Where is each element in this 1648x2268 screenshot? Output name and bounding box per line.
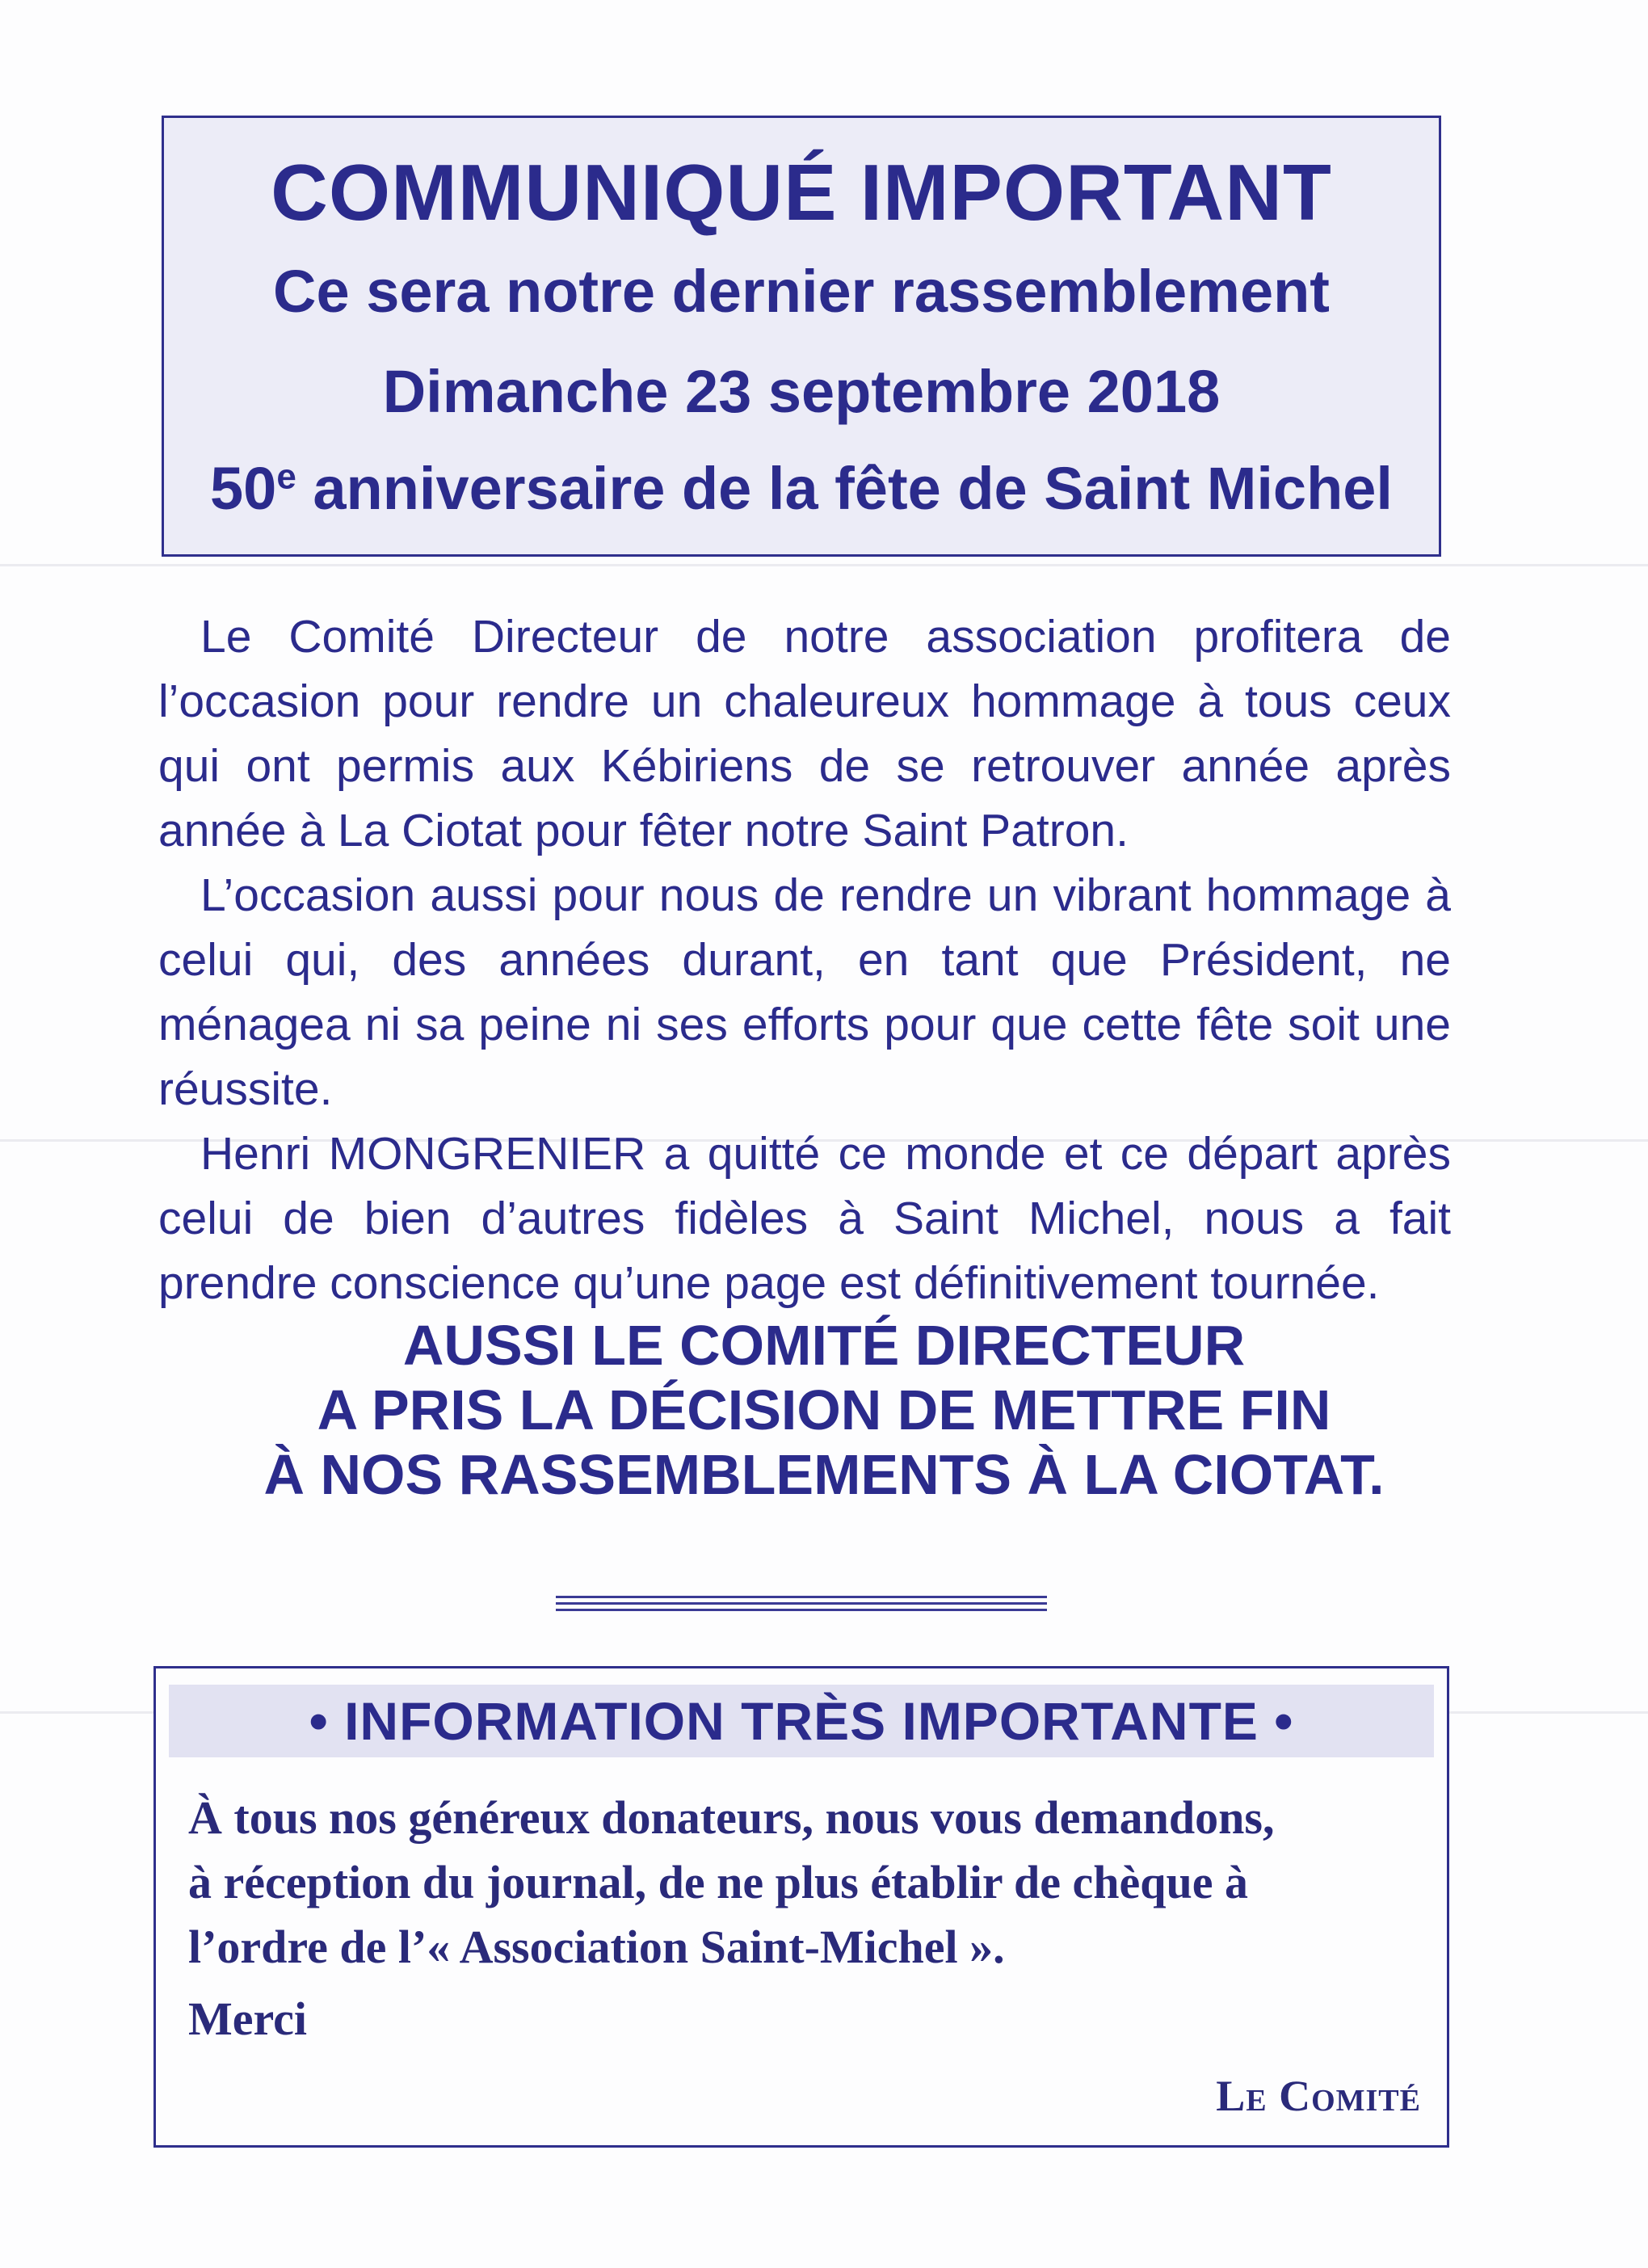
paragraph-2: L’occasion aussi pour nous de rendre un vibrant hommage à celui qui, des années durant, en tant que Président, ne ménagea ni sa peine ni ses efforts pour que cette fête soit une réussite. [158,869,1451,1115]
decision-line-2: A PRIS LA DÉCISION DE METTRE FIN [317,1378,1331,1441]
information-box [153,1666,1449,2148]
information-text [188,1786,1416,1980]
announcement-date: Dimanche 23 septembre 2018 [382,358,1221,425]
body-text [158,604,1451,1315]
announcement-box [162,116,1441,557]
information-heading: • INFORMATION TRÈS IMPORTANTE • [169,1685,1434,1757]
decision-line-3: À NOS RASSEMBLEMENTS À LA CIOTAT. [263,1443,1385,1506]
announcement-title: COMMUNIQUÉ IMPORTANT [271,148,1332,237]
paragraph-3: Henri MONGRENIER a quitté ce monde et ce départ après celui de bien d’autres fidèles à Saint Michel, nous a fait prendre conscience qu’une page est définitivement tournée. [158,1128,1451,1309]
information-line-3: l’ordre de l’« Association Saint-Michel ». [188,1921,1005,1973]
information-line-1: À tous nos généreux donateurs, nous vous demandons, [188,1791,1275,1844]
anniversary-superscript: e [276,457,296,497]
signature: Le Comité [1216,2072,1421,2120]
decision-line-1: AUSSI LE COMITÉ DIRECTEUR [402,1314,1246,1377]
announcement-subtitle: Ce sera notre dernier rassemblement [273,258,1330,325]
paper-fold [0,564,1648,566]
thanks-text: Merci [188,1992,308,2045]
separator-rule [556,1596,1047,1598]
separator-rule [556,1602,1047,1605]
anniversary-text: anniversaire de la fête de Saint Michel [296,455,1393,522]
decision-statement [81,1313,1567,1507]
anniversary-number: 50 [210,455,277,522]
announcement-anniversary [164,454,1439,523]
paragraph-1: Le Comité Directeur de notre association profitera de l’occasion pour rendre un chaleureux hommage à tous ceux qui ont permis aux Kébiriens de se retrouver année après année à La Ciotat pour fêter notre Saint Patron. [158,611,1451,856]
separator-rule [556,1609,1047,1611]
information-line-2: à réception du journal, de ne plus établir de chèque à [188,1856,1249,1908]
